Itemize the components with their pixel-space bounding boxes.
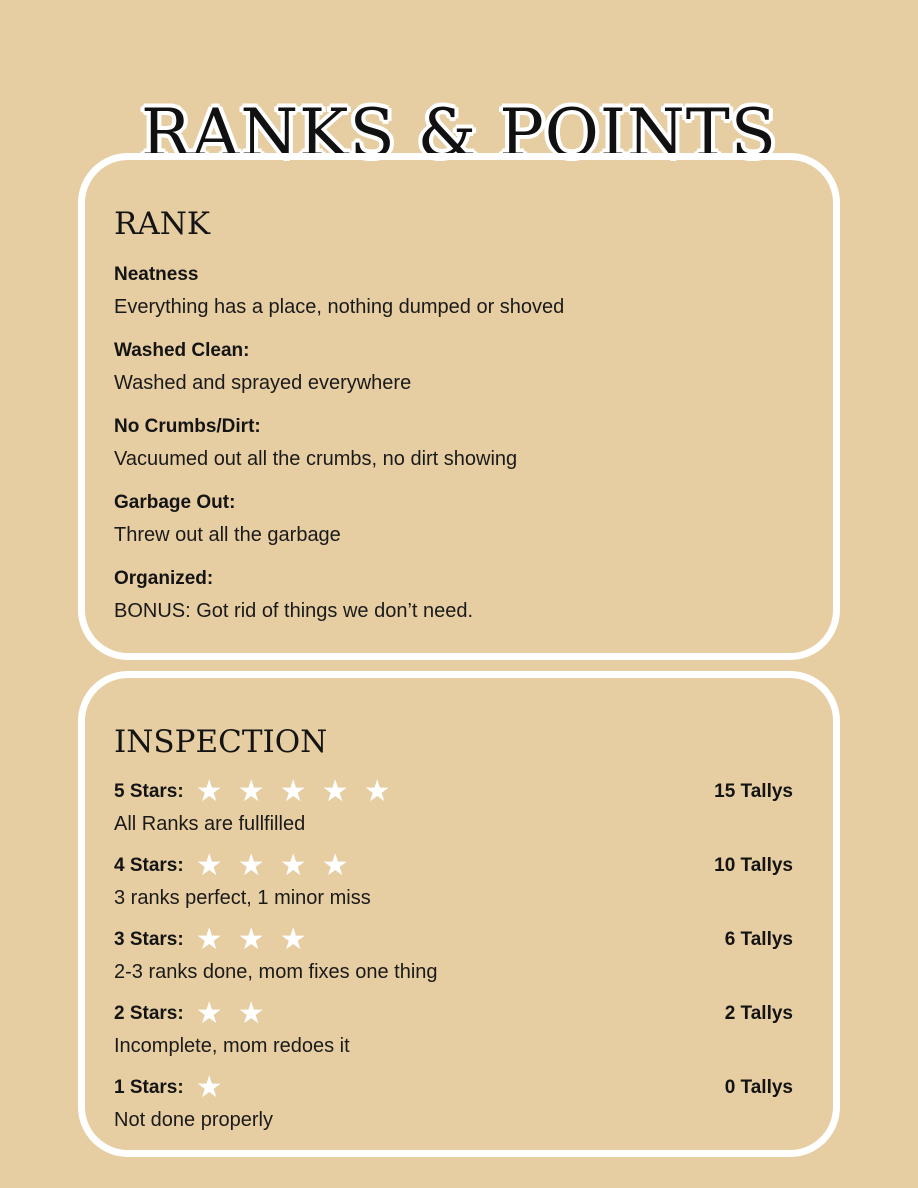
star-rating (195, 848, 364, 883)
level-points: 6 Tallys (724, 929, 793, 950)
rank-item-no-crumbs (114, 415, 793, 471)
level-points: 2 Tallys (724, 1003, 793, 1024)
star-icon: ★ (195, 996, 223, 1031)
star-icon: ★ (279, 848, 307, 883)
star-rating (195, 774, 406, 809)
rank-item-desc: BONUS: Got rid of things we don’t need. (114, 600, 474, 622)
rank-item-organized (114, 567, 793, 623)
inspection-heading: INSPECTION (114, 724, 328, 760)
star-icon: ★ (321, 774, 349, 809)
star-icon: ★ (363, 774, 391, 809)
rank-heading: RANK (114, 206, 211, 242)
level-label: 3 Stars: (114, 929, 184, 950)
star-icon: ★ (195, 848, 223, 883)
level-desc: 2-3 ranks done, mom fixes one thing (114, 961, 438, 983)
level-label: 4 Stars: (114, 855, 184, 876)
level-desc: All Ranks are fullfilled (114, 813, 306, 835)
star-rating (195, 996, 280, 1031)
level-desc: Incomplete, mom redoes it (114, 1035, 350, 1057)
star-icon: ★ (195, 922, 223, 957)
rank-item-desc: Everything has a place, nothing dumped or shoved (114, 296, 565, 318)
level-points: 10 Tallys (714, 855, 793, 876)
level-desc: Not done properly (114, 1109, 273, 1131)
rank-item-desc: Vacuumed out all the crumbs, no dirt showing (114, 448, 518, 470)
inspection-level-5 (114, 774, 793, 836)
star-icon: ★ (195, 1070, 223, 1105)
rank-card (78, 153, 840, 660)
star-icon: ★ (195, 774, 223, 809)
rank-item-neatness (114, 263, 793, 319)
level-points: 0 Tallys (724, 1077, 793, 1098)
rank-item-washed-clean (114, 339, 793, 395)
star-icon: ★ (237, 774, 265, 809)
inspection-level-3 (114, 922, 793, 984)
rank-item-title: Washed Clean: (114, 340, 250, 361)
star-rating (195, 1070, 238, 1105)
star-icon: ★ (321, 848, 349, 883)
level-desc: 3 ranks perfect, 1 minor miss (114, 887, 371, 909)
rank-item-title: Organized: (114, 568, 214, 589)
rank-item-title: Garbage Out: (114, 492, 236, 513)
inspection-card (78, 671, 840, 1157)
star-icon: ★ (279, 774, 307, 809)
star-icon: ★ (237, 922, 265, 957)
inspection-level-1 (114, 1070, 793, 1132)
level-points: 15 Tallys (714, 781, 793, 802)
level-label: 5 Stars: (114, 781, 184, 802)
level-label: 1 Stars: (114, 1077, 184, 1098)
rank-item-desc: Threw out all the garbage (114, 524, 341, 546)
star-rating (195, 922, 322, 957)
rank-item-desc: Washed and sprayed everywhere (114, 372, 412, 394)
star-icon: ★ (237, 996, 265, 1031)
rank-item-title: No Crumbs/Dirt: (114, 416, 261, 437)
inspection-level-4 (114, 848, 793, 910)
star-icon: ★ (279, 922, 307, 957)
rank-item-garbage-out (114, 491, 793, 547)
inspection-level-2 (114, 996, 793, 1058)
level-label: 2 Stars: (114, 1003, 184, 1024)
page-title: RANKS & POINTS (141, 95, 777, 173)
rank-item-title: Neatness (114, 264, 199, 285)
star-icon: ★ (237, 848, 265, 883)
